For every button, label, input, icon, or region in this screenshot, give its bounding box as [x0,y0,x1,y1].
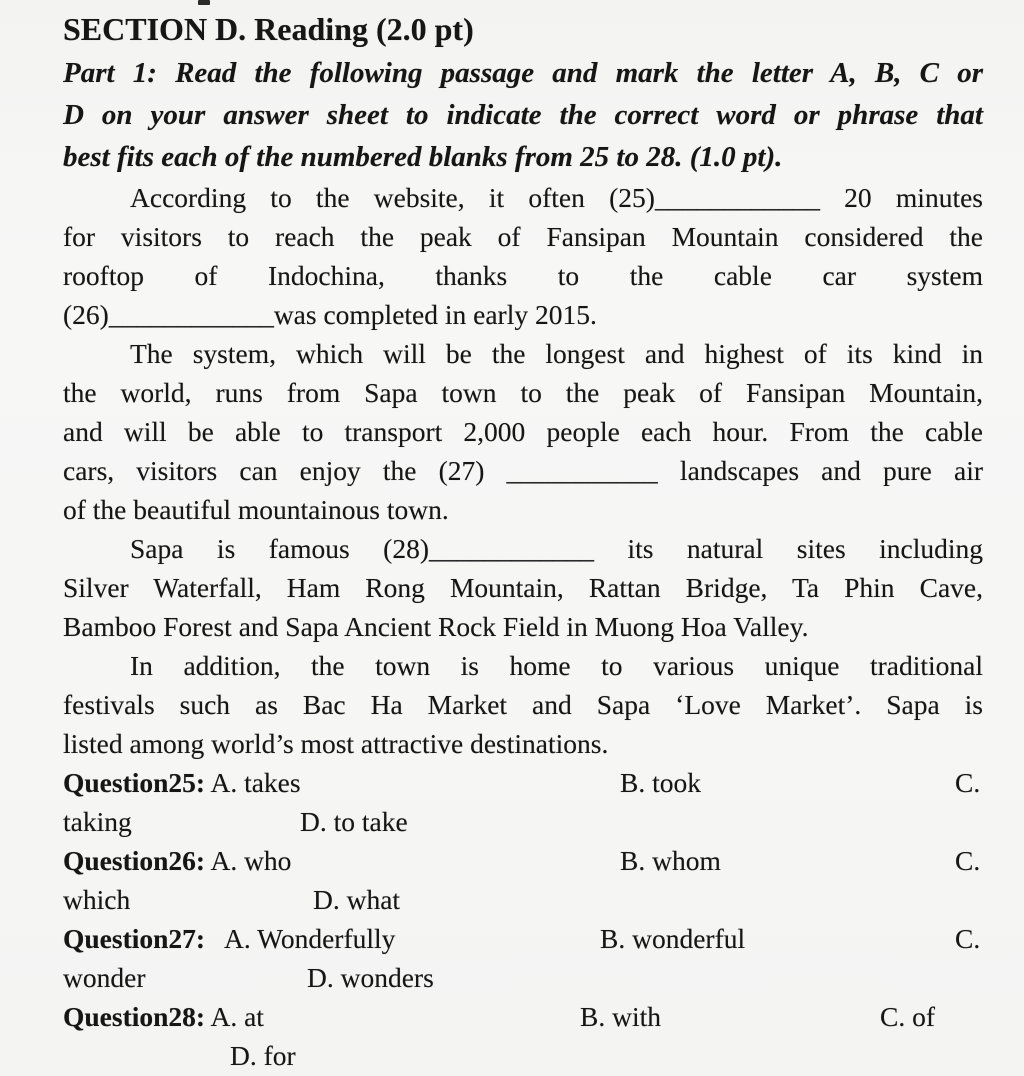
question-row-continued [63,958,983,997]
question-label: Question25: [63,767,206,798]
question-row-continued [63,802,983,841]
passage-line: Bamboo Forest and Sapa Ancient Rock Field in Muong Hoa Valley. [63,611,809,642]
question-row [63,919,983,958]
passage-paragraph-2 [63,334,983,529]
question-label: Question26: [63,845,206,876]
passage-line: and will be able to transport 2,000 people each hour. From the cable [63,416,983,447]
passage-line: (26)____________was completed in early 2015. [63,299,597,330]
option-a: A. who [210,845,292,876]
option-a: A. at [210,1001,264,1032]
passage-line: rooftop of Indochina, thanks to the cable car system [63,260,983,291]
question-26 [63,841,983,919]
option-d: D. to take [300,806,408,837]
question-row [63,997,983,1036]
scan-artifact-mark [198,0,210,5]
instruction-line: best fits each of the numbered blanks from 25 to 28. (1.0 pt). [63,141,783,173]
passage-paragraph-1 [63,178,983,334]
option-a: A. takes [210,767,301,798]
question-25 [63,763,983,841]
question-row-continued [63,880,983,919]
passage-paragraph-4 [63,646,983,763]
option-c-continued: which [63,884,131,915]
passage-line: The system, which will be the longest and highest of its kind in [130,338,983,369]
question-row [63,763,983,802]
option-b: B. whom [620,845,721,876]
option-b: B. with [580,1001,661,1032]
question-label: Question27: [63,923,206,954]
question-28 [63,997,983,1071]
passage-line: the world, runs from Sapa town to the peak of Fansipan Mountain, [63,377,983,408]
instruction-line: Part 1: Read the following passage and mark the letter A, B, C or [63,57,983,89]
option-d: D. for [230,1040,296,1071]
option-d: D. what [313,884,401,915]
option-d: D. wonders [307,962,434,993]
option-c: C. [955,845,981,876]
question-row [63,841,983,880]
option-c: C. [955,767,981,798]
option-c-continued: taking [63,806,132,837]
question-27 [63,919,983,997]
option-b: B. took [620,767,701,798]
passage-line: Silver Waterfall, Ham Rong Mountain, Rattan Bridge, Ta Phin Cave, [63,572,983,603]
passage-line: In addition, the town is home to various unique traditional [130,650,983,681]
passage-line: According to the website, it often (25)____________ 20 minutes [130,182,983,213]
question-label: Question28: [63,1001,206,1032]
passage-line: of the beautiful mountainous town. [63,494,449,525]
passage-line: for visitors to reach the peak of Fansipan Mountain considered the [63,221,983,252]
option-c-continued: wonder [63,962,146,993]
passage-line: cars, visitors can enjoy the (27) ___________ landscapes and pure air [63,455,983,486]
section-title: SECTION D. Reading (2.0 pt) [63,11,474,47]
passage-line: festivals such as Bac Ha Market and Sapa ‘Love Market’. Sapa is [63,689,983,720]
instruction-line: D on your answer sheet to indicate the correct word or phrase that [63,99,983,131]
passage-line: Sapa is famous (28)____________ its natural sites including [130,533,983,564]
option-a: A. Wonderfully [223,923,396,954]
passage-paragraph-3 [63,529,983,646]
passage-line: listed among world’s most attractive destinations. [63,728,609,759]
option-b: B. wonderful [600,923,746,954]
option-c: C. [955,923,981,954]
instructions-block [63,52,983,178]
option-c: C. of [880,1001,935,1032]
